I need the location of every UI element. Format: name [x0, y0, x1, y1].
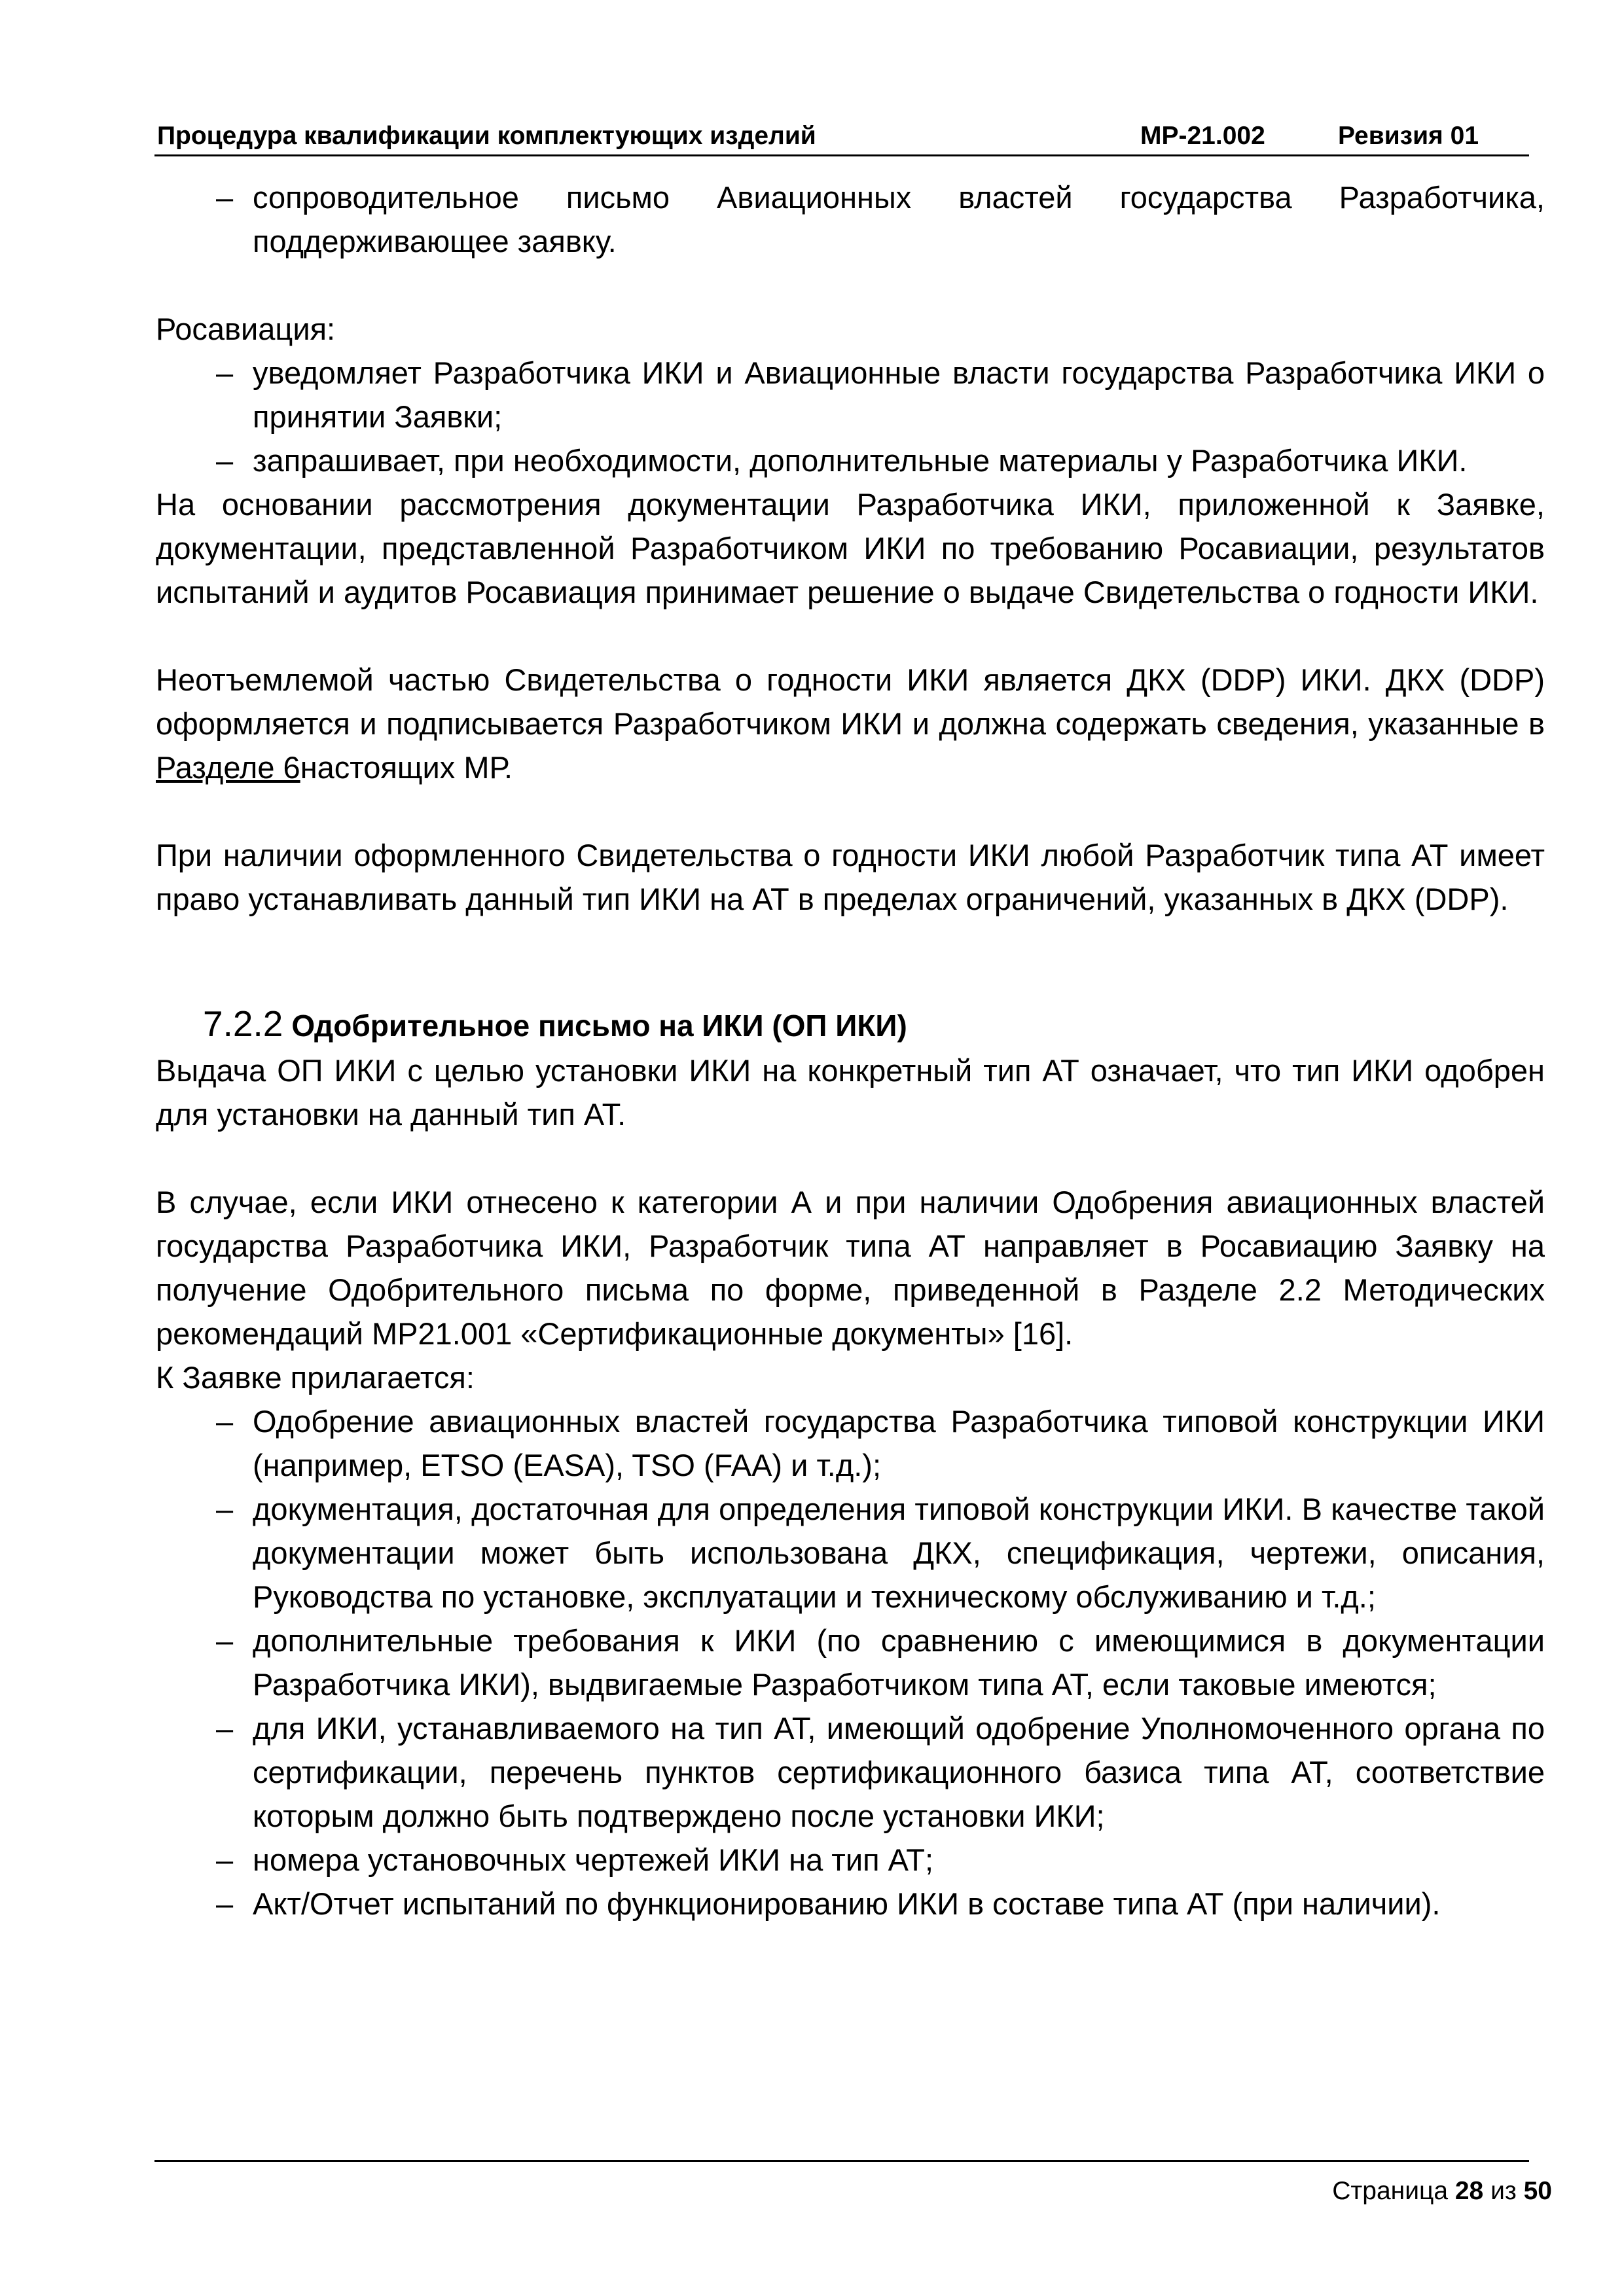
dash-marker: – — [216, 1711, 234, 1746]
list-item-text: уведомляет Разработчика ИКИ и Авиационные власти государства Разработчика ИКИ о принятии Заявки; — [253, 355, 1545, 434]
section-number: 7.2.2 — [203, 1003, 283, 1044]
attachments-list — [156, 1399, 1545, 1926]
page-header — [157, 122, 1498, 158]
header-doc-code: МР-21.002 — [1140, 122, 1265, 150]
list-item — [156, 351, 1545, 439]
list-item-text: запрашивает, при необходимости, дополнительные материалы у Разработчика ИКИ. — [253, 443, 1468, 478]
section-heading — [156, 1001, 1545, 1049]
paragraph-ddp-text: Неотъемлемой частью Свидетельства о годности ИКИ является ДКХ (DDP) ИКИ. ДКХ (DDP) оформляется и подписывается Разработчиком ИКИ и должна содержать сведения, указанные в — [156, 662, 1545, 741]
header-revision: Ревизия 01 — [1338, 122, 1479, 150]
list-item-text: Акт/Отчет испытаний по функционированию ИКИ в составе типа АТ (при наличии). — [253, 1886, 1441, 1921]
section-6-link[interactable]: Разделе 6 — [156, 750, 300, 785]
list-item — [156, 1487, 1545, 1619]
header-title: Процедура квалификации комплектующих изделий — [157, 122, 816, 150]
list-item — [156, 175, 1545, 263]
list-item-text: номера установочных чертежей ИКИ на тип АТ; — [253, 1842, 934, 1877]
list-item — [156, 1619, 1545, 1706]
rosaviation-actions-list — [156, 351, 1545, 482]
page-footer — [1332, 2177, 1552, 2206]
paragraph-decision: На основании рассмотрения документации Разработчика ИКИ, приложенной к Заявке, документации, представленной Разработчиком ИКИ по требованию Росавиации, результатов испытаний и аудитов Росавиация принимает решение о выдаче Свидетельства о годности ИКИ. — [156, 487, 1545, 609]
list-item-text: дополнительные требования к ИКИ (по сравнению с имеющимися в документации Разработчика ИКИ), выдвигаемые Разработчиком типа АТ, если таковые имеются; — [253, 1623, 1545, 1702]
list-item — [156, 1882, 1545, 1926]
dash-marker: – — [216, 443, 234, 478]
dash-marker: – — [216, 1886, 234, 1921]
document-body — [156, 175, 1545, 1926]
dash-marker: – — [216, 180, 234, 215]
dash-marker: – — [216, 355, 234, 390]
paragraph-category-a: В случае, если ИКИ отнесено к категории А и при наличии Одобрения авиационных властей государства Разработчика ИКИ, Разработчик типа АТ направляет в Росавиацию Заявку на получение Одобрительного письма по форме, приведенной в Разделе 2.2 Методических рекомендаций МР21.001 «Сертификационные документы» [16]. — [156, 1185, 1545, 1351]
list-item-text: для ИКИ, устанавливаемого на тип АТ, имеющий одобрение Уполномоченного органа по сертификации, перечень пунктов сертификационного базиса типа АТ, соответствие которым должно быть подтверждено после установки ИКИ; — [253, 1711, 1545, 1833]
section-title: Одобрительное письмо на ИКИ (ОП ИКИ) — [291, 1009, 907, 1043]
header-rule — [154, 154, 1529, 156]
paragraph-attachments: К Заявке прилагается: — [156, 1360, 475, 1395]
list-item-text: документация, достаточная для определения типовой конструкции ИКИ. В качестве такой документации может быть использована ДКХ, спецификация, чертежи, описания, Руководства по установке, эксплуатации и техническому обслуживанию и т.д.; — [253, 1492, 1545, 1614]
list-item-text: Одобрение авиационных властей государства Разработчика типовой конструкции ИКИ (например, ETSO (EASA), TSO (FAA) и т.д.); — [253, 1404, 1545, 1482]
list-item-text: сопроводительное письмо Авиационных властей государства Разработчика, поддерживающее заявку. — [253, 180, 1545, 259]
list-item — [156, 1838, 1545, 1882]
page-total: 50 — [1523, 2177, 1552, 2205]
paragraph-issuance: Выдача ОП ИКИ с целью установки ИКИ на конкретный тип АТ означает, что тип ИКИ одобрен для установки на данный тип АТ. — [156, 1053, 1545, 1132]
dash-marker: – — [216, 1842, 234, 1877]
list-item — [156, 1399, 1545, 1487]
paragraph-ddp — [156, 658, 1545, 789]
list-item — [156, 439, 1545, 482]
of-label: из — [1490, 2177, 1517, 2205]
paragraph-rosaviation: Росавиация: — [156, 312, 336, 346]
footer-rule — [154, 2160, 1529, 2162]
dash-marker: – — [216, 1492, 234, 1526]
list-continued — [156, 175, 1545, 263]
list-item — [156, 1706, 1545, 1838]
page-current: 28 — [1454, 2177, 1484, 2205]
paragraph-installation-right: При наличии оформленного Свидетельства о годности ИКИ любой Разработчик типа АТ имеет право устанавливать данный тип ИКИ на АТ в пределах ограничений, указанных в ДКХ (DDP). — [156, 838, 1545, 916]
paragraph-ddp-tail: настоящих МР. — [300, 750, 513, 785]
dash-marker: – — [216, 1404, 234, 1439]
page-label: Страница — [1332, 2177, 1449, 2205]
dash-marker: – — [216, 1623, 234, 1658]
